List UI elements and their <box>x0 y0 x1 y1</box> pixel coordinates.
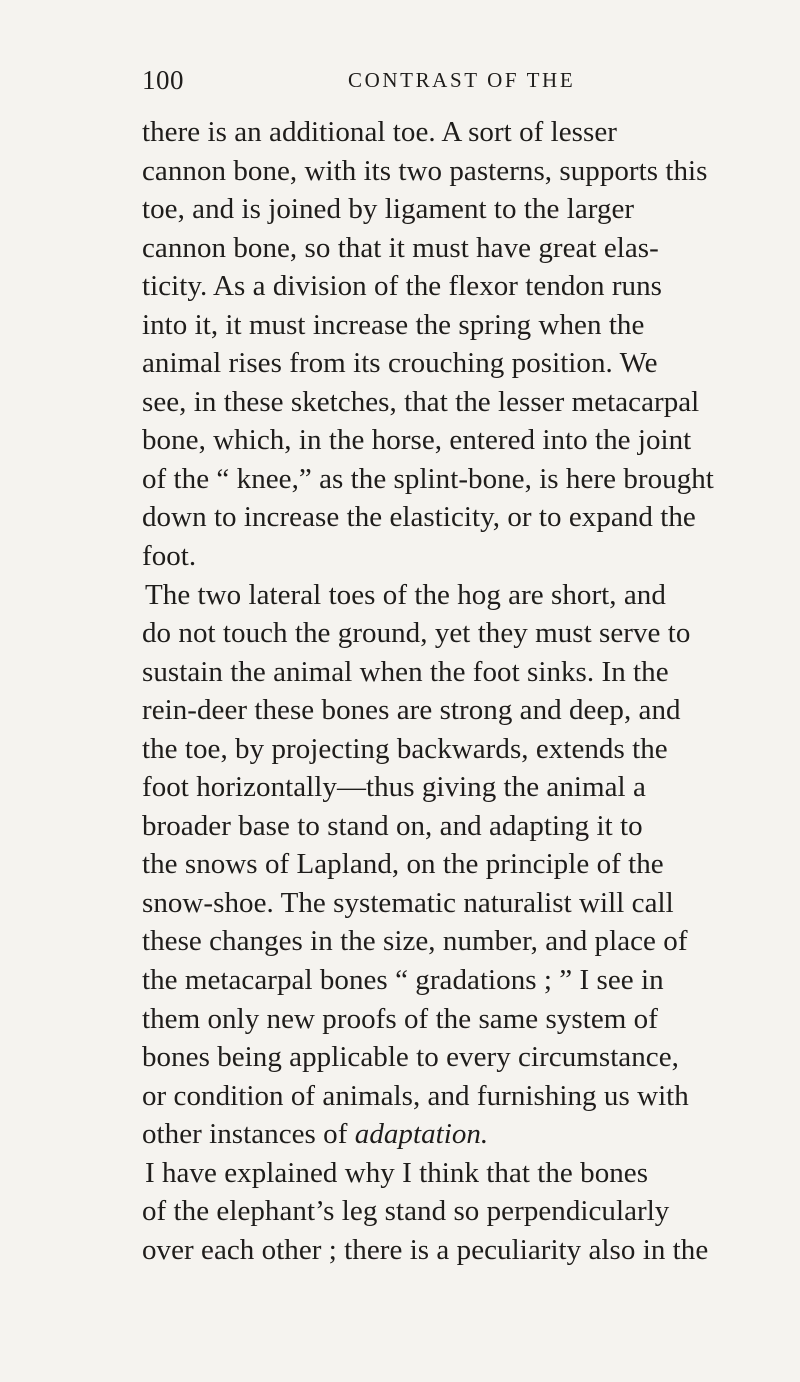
text-line-14: do not touch the ground, yet they must serve to <box>142 617 691 650</box>
text-line-29: of the elephant’s leg stand so perpendicularly <box>142 1195 670 1228</box>
text-line-15: sustain the animal when the foot sinks. In the <box>142 655 669 688</box>
body-text <box>142 113 782 1269</box>
text-line-18: foot horizontally—thus giving the animal a <box>142 771 646 804</box>
text-line-16: rein-deer these bones are strong and deep, and <box>142 694 681 727</box>
text-line-30: over each other ; there is a peculiarity also in the <box>142 1233 709 1266</box>
text-line-24: them only new proofs of the same system of <box>142 1002 658 1035</box>
running-head <box>142 60 702 100</box>
page-number: 100 <box>142 65 184 95</box>
text-line-5: ticity. As a division of the flexor tendon runs <box>142 270 662 303</box>
text-line-28: I have explained why I think that the bones <box>145 1156 649 1189</box>
running-title: CONTRAST OF THE <box>348 68 576 92</box>
text-line-9: bone, which, in the horse, entered into the joint <box>142 424 692 457</box>
text-line-17: the toe, by projecting backwards, extends the <box>142 732 668 765</box>
text-line-6: into it, it must increase the spring when the <box>142 308 645 341</box>
text-line-3: toe, and is joined by ligament to the larger <box>142 193 635 226</box>
text-line-13: The two lateral toes of the hog are short, and <box>145 578 666 611</box>
text-line-11: down to increase the elasticity, or to expand the <box>142 501 696 534</box>
text-line-20: the snows of Lapland, on the principle of the <box>142 848 664 881</box>
text-line-23: the metacarpal bones “ gradations ; ” I see in <box>142 964 664 997</box>
text-line-1: there is an additional toe. A sort of lesser <box>142 116 617 148</box>
text-line-27 <box>142 1115 782 1154</box>
text-line-19: broader base to stand on, and adapting it to <box>142 809 643 842</box>
emphasis-word: adaptation. <box>354 1118 489 1151</box>
text-line-7: animal rises from its crouching position. We <box>142 347 658 380</box>
text-line-22: these changes in the size, number, and place of <box>142 925 688 958</box>
text-line-21: snow-shoe. The systematic naturalist will call <box>142 886 674 919</box>
text-line-10: of the “ knee,” as the splint-bone, is here brought <box>142 462 714 495</box>
text-line-25: bones being applicable to every circumstance, <box>142 1041 679 1074</box>
text-line-27-prefix: other instances of <box>142 1118 348 1151</box>
text-line-8: see, in these sketches, that the lesser metacarpal <box>142 385 700 418</box>
text-line-26: or condition of animals, and furnishing us with <box>142 1079 689 1112</box>
text-line-2: cannon bone, with its two pasterns, supports this <box>142 154 708 187</box>
text-line-4: cannon bone, so that it must have great elas- <box>142 231 659 264</box>
text-line-12: foot. <box>142 540 197 573</box>
